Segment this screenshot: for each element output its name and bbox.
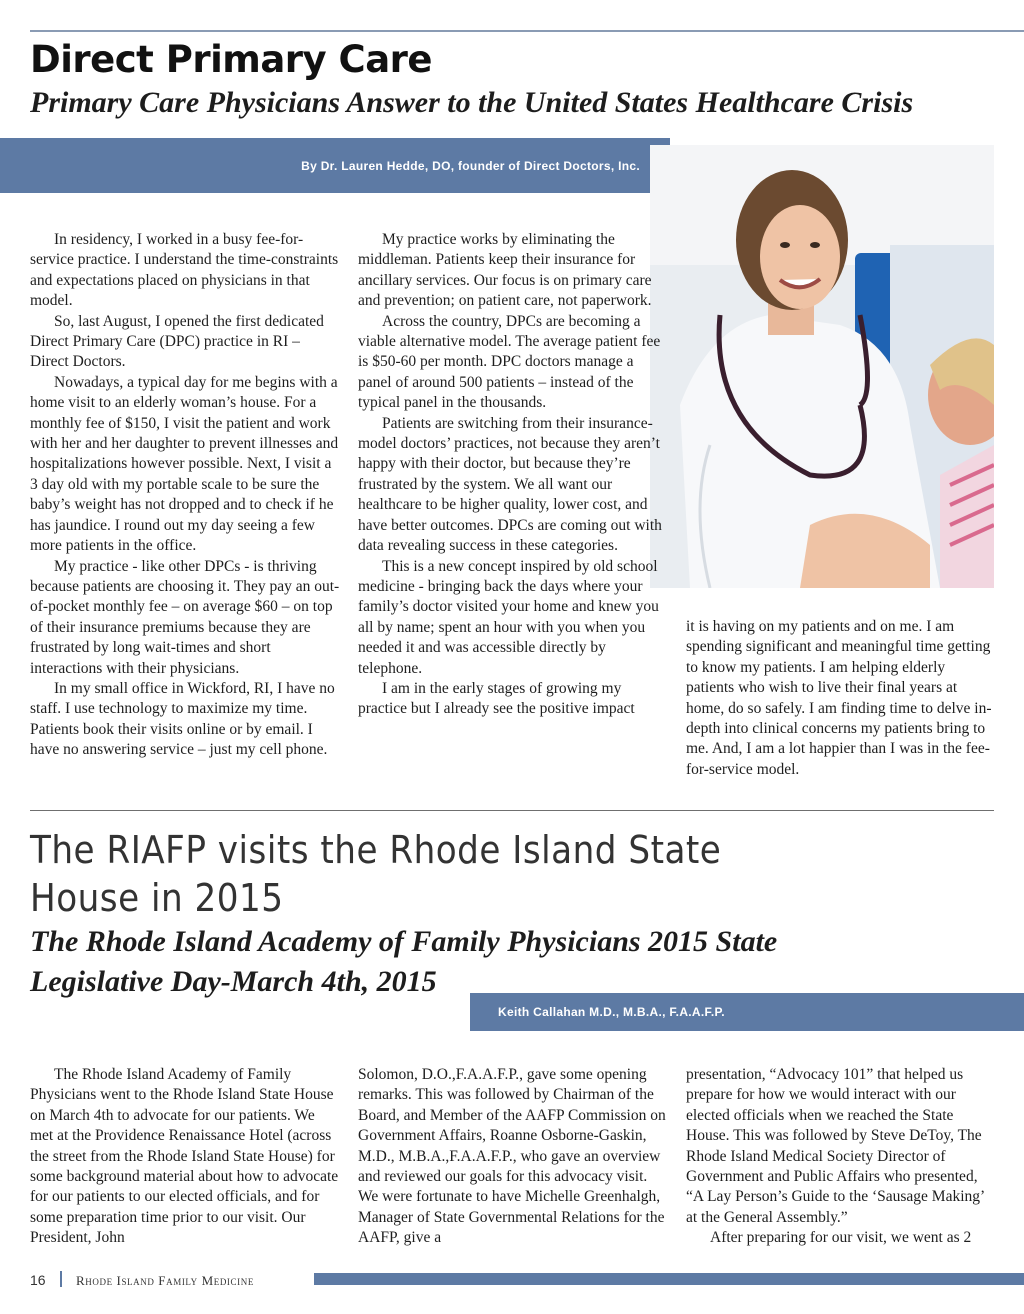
article1-column-3: [686, 617, 996, 780]
paragraph: presentation, “Advocacy 101” that helped us prepare for how we would interact with our elected officials when we reached the State House. This was followed by Steve DeToy, The Rhode Island Medical Society Director of Government and Public Affairs who presented, “A Lay Person’s Guide to the ‘Sausage Making’ at the General Assembly.”: [686, 1066, 985, 1226]
article-subtitle: Primary Care Physicians Answer to the United States Healthcare Crisis: [30, 86, 914, 119]
article-subtitle: The Rhode Island Academy of Family Physicians 2015 State Legislative Day-March 4th, 2015: [30, 925, 778, 998]
byline-text: Keith Callahan M.D., M.B.A., F.A.A.F.P.: [498, 1005, 725, 1019]
paragraph: The Rhode Island Academy of Family Physicians went to the Rhode Island State House on March 4th to advocate for our patients. We met at the Providence Renaissance Hotel (across the street from the Rhode Island State House) for some background material about how to advocate for our patients to our elected officials, and for some preparation time prior to our visit. Our President, John: [30, 1066, 339, 1247]
article-title: The RIAFP visits the Rhode Island State House in 2015: [30, 828, 722, 920]
paragraph: So, last August, I opened the first dedicated Direct Primary Care (DPC) practice in RI – Direct Doctors.: [30, 312, 324, 371]
top-rule: [30, 30, 1024, 32]
doctor-photo: [650, 145, 994, 588]
paragraph: My practice works by eliminating the middleman. Patients keep their insurance for ancillary services. Our focus is on primary care and prevention; on patient care, not paperwork.: [358, 231, 652, 310]
paragraph: Patients are switching from their insurance-model doctors’ practices, not because they aren’t happy with their doctor, but because they’re frustrated by the system. We all want our healthcare to be higher quality, lower cost, and have better outcomes. DPCs are coming out with data revealing success in these categories.: [358, 414, 662, 555]
paragraph: Across the country, DPCs are becoming a viable alternative model. The average patient fee is $50-60 per month. DPC doctors manage a panel of around 500 patients – instead of the typical panel in the thousands.: [358, 312, 661, 412]
article2-column-1: [30, 1065, 340, 1249]
paragraph: it is having on my patients and on me. I am spending significant and meaningful time getting to know my patients. I am helping elderly patients who wish to live their final years at home, do so safely. I am finding time to delve in-depth into clinical concerns my patients bring to me. And, I am a lot happier than I was in the fee-for-service model.: [686, 618, 992, 778]
paragraph: This is a new concept inspired by old school medicine - bringing back the days where your family’s doctor visited your home and knew you all by name; spent an hour with you when you needed it and was accessible directly by telephone.: [358, 557, 659, 677]
article2-column-2: [358, 1065, 668, 1249]
paragraph: After preparing for our visit, we went as 2: [710, 1229, 972, 1247]
paragraph: My practice - like other DPCs - is thriving because patients are choosing it. They pay an out-of-pocket monthly fee – on average $60 – on top of their insurance premiums because they are frustrated by long wait-times and short interactions with their physicians.: [30, 557, 340, 677]
paragraph: In my small office in Wickford, RI, I have no staff. I use technology to maximize my time. Patients book their visits online or by email. I have no answering service – just my cell phone.: [30, 679, 335, 759]
byline-bar: [470, 993, 1024, 1031]
page-number: 16: [30, 1272, 46, 1288]
footer-separator: [60, 1271, 62, 1287]
paragraph: I am in the early stages of growing my practice but I already see the positive impact: [358, 679, 635, 718]
byline-bar: [0, 138, 670, 193]
article2-column-3: [686, 1065, 996, 1249]
paragraph: Solomon, D.O.,F.A.A.F.P., gave some opening remarks. This was followed by Chairman of the Board, and Member of the AAFP Commission on Government Affairs, Roanne Osborne-Gaskin, M.D., M.B.A.,F.A.A.F.P., who gave an overview and reviewed our goals for this advocacy visit. We were fortunate to have Michelle Greenhalgh, Manager of State Governmental Relations for the AAFP, give a: [358, 1066, 666, 1247]
footer-bar: [314, 1273, 1024, 1285]
doctor-photo-image: [650, 145, 994, 588]
paragraph: In residency, I worked in a busy fee-for-service practice. I understand the time-constraints and expectations placed on physicians in that model.: [30, 231, 339, 310]
article1-column-2: [358, 230, 668, 720]
article1-column-1: [30, 230, 340, 761]
article-title: Direct Primary Care: [30, 38, 433, 81]
section-divider: [30, 810, 994, 811]
paragraph: Nowadays, a typical day for me begins with a home visit to an elderly woman’s house. For a monthly fee of $150, I visit the patient and work with her and her daughter to prevent illnesses and hospitalizations however possible. Next, I visit a 3 day old with my portable scale to be sure the baby’s weight has not dropped and to check if he has jaundice. I round out my day seeing a few more patients in the office.: [30, 373, 339, 555]
byline-text: By Dr. Lauren Hedde, DO, founder of Direct Doctors, Inc.: [301, 158, 640, 173]
publication-name: Rhode Island Family Medicine: [76, 1273, 254, 1288]
